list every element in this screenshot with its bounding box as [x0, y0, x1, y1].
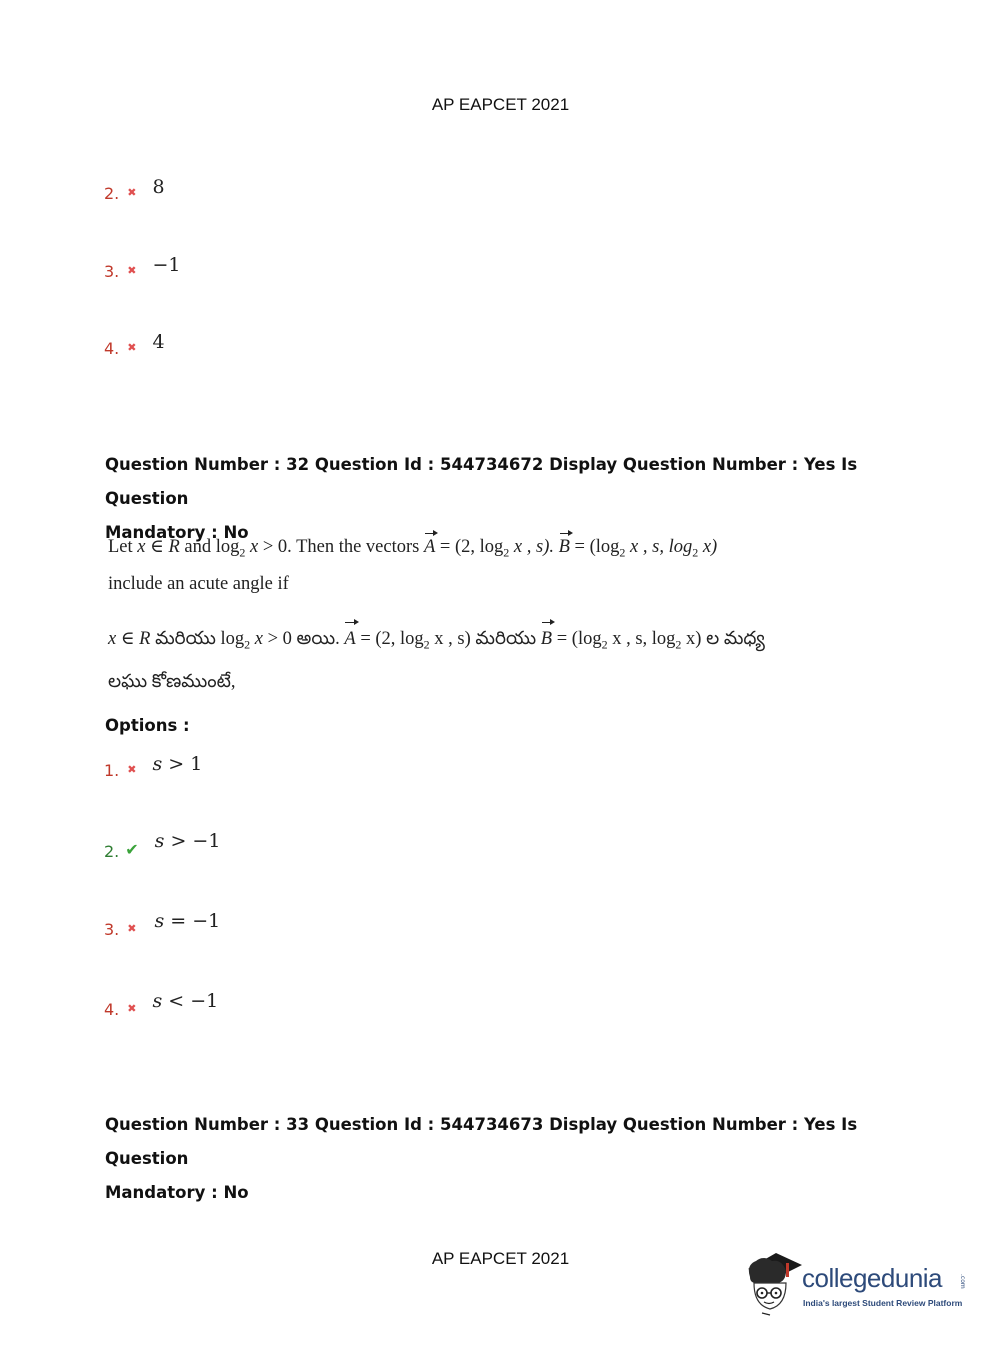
- prev-option-3: [104, 254, 181, 281]
- vector-a-symbol: A: [344, 621, 355, 658]
- prev-option-4: [104, 331, 165, 358]
- wrong-icon: ✖: [127, 763, 137, 776]
- question-33-header: [105, 1108, 895, 1210]
- option-number: 4.: [104, 1000, 120, 1019]
- option-1: [104, 753, 202, 780]
- question-header-line: Question Number : 32 Question Id : 544734672 Display Question Number : Yes Is Question: [105, 455, 858, 508]
- option-value: s < −1: [152, 990, 219, 1012]
- question-text-line: లఘు కోణముంటే,: [108, 671, 236, 692]
- page-footer: AP EAPCET 2021: [431, 1249, 570, 1268]
- option-number: 2.: [104, 842, 120, 861]
- question-text-line: Let x ∈ R and $\log_2 x > 0$. Then the vectors A = (2, $\log_2 x$ , s). $B = (\log_2$ x , s, $\log_2 x$): [108, 532, 717, 569]
- wrong-icon: ✖: [127, 264, 137, 277]
- mascot-icon: [742, 1247, 806, 1319]
- option-value: s > 1: [152, 753, 203, 775]
- question-text-line: x ∈ R మరియు $\log_2 x > 0$ అయి. A = (2, $\log_2 x$ , s) మరియు $B = (\log_2$ x , s, $\log_2 x$) ల మధ్య: [108, 621, 765, 664]
- option-value: 8: [152, 176, 165, 198]
- logo-tagline: India's largest Student Review Platform: [803, 1298, 963, 1308]
- logo-com: .com: [959, 1274, 966, 1289]
- option-3: [104, 910, 220, 939]
- vector-b-symbol: B: [541, 621, 552, 658]
- option-value: s > −1: [154, 830, 221, 852]
- option-number: 4.: [104, 339, 120, 358]
- option-4: [104, 990, 218, 1019]
- correct-check-icon: ✔: [125, 840, 139, 859]
- logo-wordmark: collegedunia: [802, 1263, 943, 1293]
- question-header-line: Mandatory : No: [105, 523, 249, 542]
- prev-option-2: [104, 176, 165, 203]
- option-value: s = −1: [154, 910, 221, 932]
- question-header-line: Question Number : 33 Question Id : 544734673 Display Question Number : Yes Is Question: [105, 1115, 858, 1168]
- option-number: 1.: [104, 761, 120, 780]
- vector-a-symbol: A: [424, 532, 435, 563]
- question-text-telugu: [108, 621, 765, 701]
- question-text-english: [108, 532, 717, 600]
- vector-b-symbol: B: [559, 532, 570, 563]
- option-value: 4: [152, 331, 165, 353]
- wrong-icon: ✖: [127, 922, 137, 935]
- wrong-icon: ✖: [127, 186, 137, 199]
- option-2: [104, 830, 220, 861]
- collegedunia-logo: [742, 1247, 972, 1319]
- option-number: 3.: [104, 920, 120, 939]
- wrong-icon: ✖: [127, 1002, 137, 1015]
- wrong-icon: ✖: [127, 341, 137, 354]
- options-label: Options :: [105, 716, 190, 735]
- question-header-line: Mandatory : No: [105, 1183, 249, 1202]
- page-header: AP EAPCET 2021: [431, 95, 570, 114]
- option-number: 2.: [104, 184, 120, 203]
- option-number: 3.: [104, 262, 120, 281]
- question-text-line: include an acute angle if: [108, 573, 289, 594]
- option-value: −1: [152, 254, 181, 276]
